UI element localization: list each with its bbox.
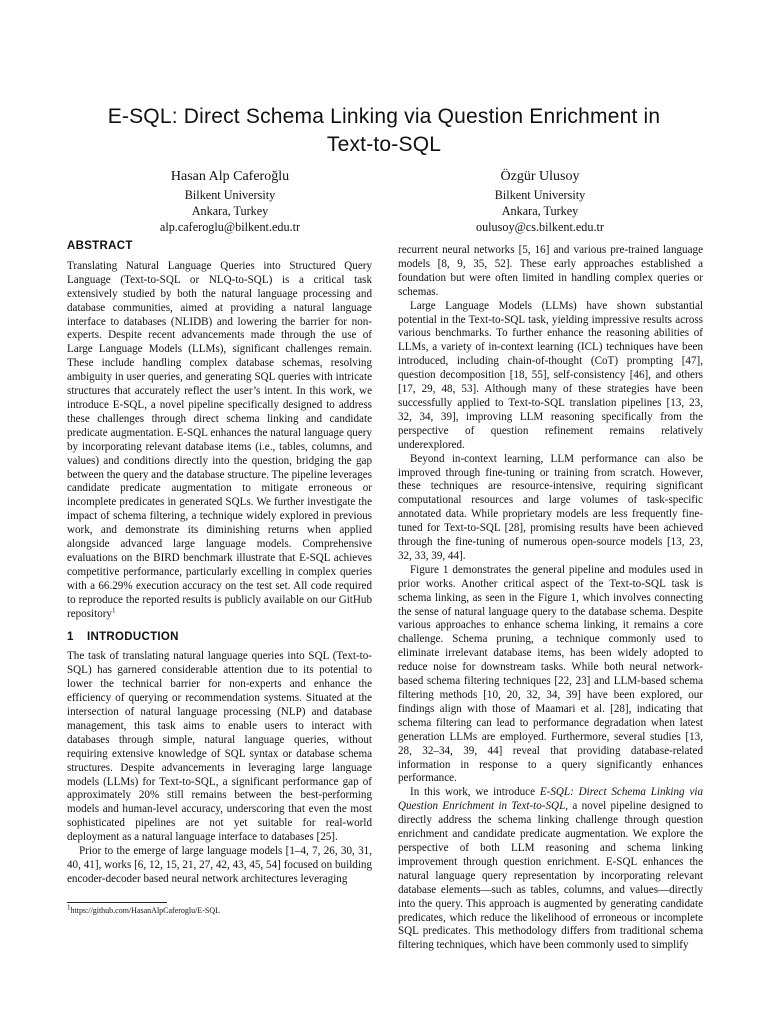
intro-paragraph-3: recurrent neural networks [5, 16] and various pre-trained language models [8, 9, 35, 52]. These early approaches established a foundation but were often limited in handling complex queries or schemas. — [398, 244, 703, 298]
author-email: oulusoy@cs.bilkent.edu.tr — [475, 220, 604, 234]
title-line-1: E-SQL: Direct Schema Linking via Question Enrichment in — [107, 105, 661, 128]
footnote-mark: 1 — [111, 605, 116, 614]
intro-paragraph-4: Large Language Models (LLMs) have shown substantial potential in the Text-to-SQL task, yielding impressive results across various benchmarks. To further enhance the reasoning abilities of LLMs, a variety of in-context learning (ICL) techniques have been introduced, including chain-of-thought (CoT) prompting [47], question decomposition [18, 55], self-consistency [46], and others [17, 29, 48, 53]. Although many of these strategies have been successfully applied to Text-to-SQL translation pipelines [13, 23, 32, 34, 39], improving LLM reasoning specifically from the perspective of question refinement remains relatively underexplored. — [398, 299, 703, 451]
intro-paragraph-1: The task of translating natural language queries into SQL (Text-to-SQL) has garnered considerable attention due to its potential to lower the technical barrier for non-experts and enhance the efficiency of querying or recommendation systems. Situated at the intersection of natural language processing (NLP) and database management, this task aims to enable users to interact with databases through simple, natural language queries, without requiring extensive knowledge of SQL syntax or database schema structures. Despite advancements in leveraging large language models (LLMs) for Text-to-SQL, a significant performance gap of approximately 20% still remains between the best-performing models and human-level accuracy, underscoring that even the most sophisticated pipelines are not yet suitable for real-world deployment as a natural language interface to databases [25]. — [67, 650, 372, 844]
footnote — [67, 903, 221, 916]
intro-paragraph-6: Figure 1 demonstrates the general pipeline and modules used in prior works. Another critical aspect of the Text-to-SQL task is schema linking, as seen in the Figure 1, which involves connecting the sense of natural language query to the database schema. Despite various approaches to enhance schema linking, it remains a core challenge. Schema pruning, a technique commonly used to eliminate irrelevant database items, has been widely adopted to reduce noise for downstream tasks. While both neural network-based schema filtering techniques [22, 23] and LLM-based schema filtering methods [10, 20, 32, 34, 39] have been explored, our findings align with those of Maamari et al. [28], indicating that schema filtering can lead to performance degradation when latest generation LLMs are employed. Furthermore, several studies [13, 28, 32–34, 39, 44] reveal that providing database-related information in response to a query significantly enhances performance. — [398, 563, 703, 785]
author-location: Ankara, Turkey — [191, 204, 269, 218]
author-block-1 — [80, 168, 380, 235]
footnote-rule — [67, 902, 167, 903]
paper-title — [40, 103, 728, 159]
p7-pipeline-name: E-SQL: Direct Schema Linking via Question Enrichment in Text-to-SQL — [398, 786, 704, 813]
intro-paragraph-2: Prior to the emerge of large language models [1–4, 7, 26, 30, 31, 40, 41], works [6, 12, 15, 21, 27, 42, 43, 45, 54] focused on building encoder-decoder based neural network architectures leveraging — [67, 845, 372, 885]
abstract-body: Translating Natural Language Queries into Structured Query Language (Text-to-SQL or NLQ-to-SQL) is a critical task extensively studied by both the natural language processing and database communities, aimed at providing a natural language interface to databases (NLIDB) and lowering the barrier for non-experts. Despite recent advancements made through the use of Large Language Models (LLMs), significant challenges remain. These include handling complex database schemas, resolving ambiguity in user queries, and generating SQL queries with intricate structures that accurately reflect the user’s intent. In this work, we introduce E-SQL, a novel pipeline specifically designed to address these challenges through direct schema linking and candidate predicate augmentation. E-SQL enhances the natural language query by incorporating relevant database items (i.e., tables, columns, and values) and conditions directly into the question, bridging the gap between the query and the database structure. The pipeline leverages candidate predicate augmentation to mitigate erroneous or incomplete predicates in generated SQLs. We further investigate the impact of schema filtering, a technique widely explored in previous work, and demonstrate its diminishing returns when applied alongside advanced large language models. Comprehensive evaluations on the BIRD benchmark illustrate that E-SQL achieves competitive performance, particularly excelling in complex queries with a 66.29% execution accuracy on the test set. All code required to reproduce the reported results is publicly available on our GitHub repository — [67, 259, 372, 620]
footnote-link[interactable]: https://github.com/HasanAlpCaferoglu/E-SQL — [70, 906, 221, 915]
intro-paragraph-5: Beyond in-context learning, LLM performance can also be improved through fine-tuning or training from scratch. However, these techniques are resource-intensive, requiring significant computational resources and large volumes of task-specific annotated data. While proprietary models are less frequently fine-tuned for Text-to-SQL [28], promising results have been achieved through the fine-tuning of numerous open-source models [13, 23, 32, 33, 39, 44]. — [398, 452, 703, 562]
author-name: Hasan Alp Caferoğlu — [170, 169, 290, 184]
author-block-2 — [390, 168, 690, 235]
section-title: INTRODUCTION — [87, 631, 179, 644]
introduction-heading — [67, 631, 372, 645]
left-column — [67, 240, 372, 887]
section-number: 1 — [67, 631, 74, 644]
author-name: Özgür Ulusoy — [500, 169, 580, 184]
author-affiliation: Bilkent University — [494, 188, 586, 202]
abstract-text — [67, 260, 372, 622]
intro-paragraph-7 — [398, 786, 703, 953]
author-affiliation: Bilkent University — [184, 188, 276, 202]
right-column — [398, 244, 703, 953]
p7-rest: , a novel pipeline designed to directly address the schema linking challenge through question enrichment and candidate predicate augmentation. We explore the perspective of both LLM reasoning and schema linking improvement through question enrichment. E-SQL enhances the natural language query representation by incorporating relevant database elements—such as tables, columns, and values—directly into the query. This approach is augmented by generating candidate predicates, which reduce the likelihood of erroneous or incomplete SQL predicates. This methodology differs from traditional schema filtering techniques, which have been commonly used to simplify — [398, 800, 704, 952]
author-email: alp.caferoglu@bilkent.edu.tr — [159, 220, 301, 234]
abstract-heading: ABSTRACT — [67, 240, 133, 252]
p7-lead: In this work, we introduce — [410, 786, 540, 799]
author-location: Ankara, Turkey — [501, 204, 579, 218]
footnote-number: 1 — [67, 903, 71, 912]
title-line-2: Text-to-SQL — [326, 133, 442, 156]
